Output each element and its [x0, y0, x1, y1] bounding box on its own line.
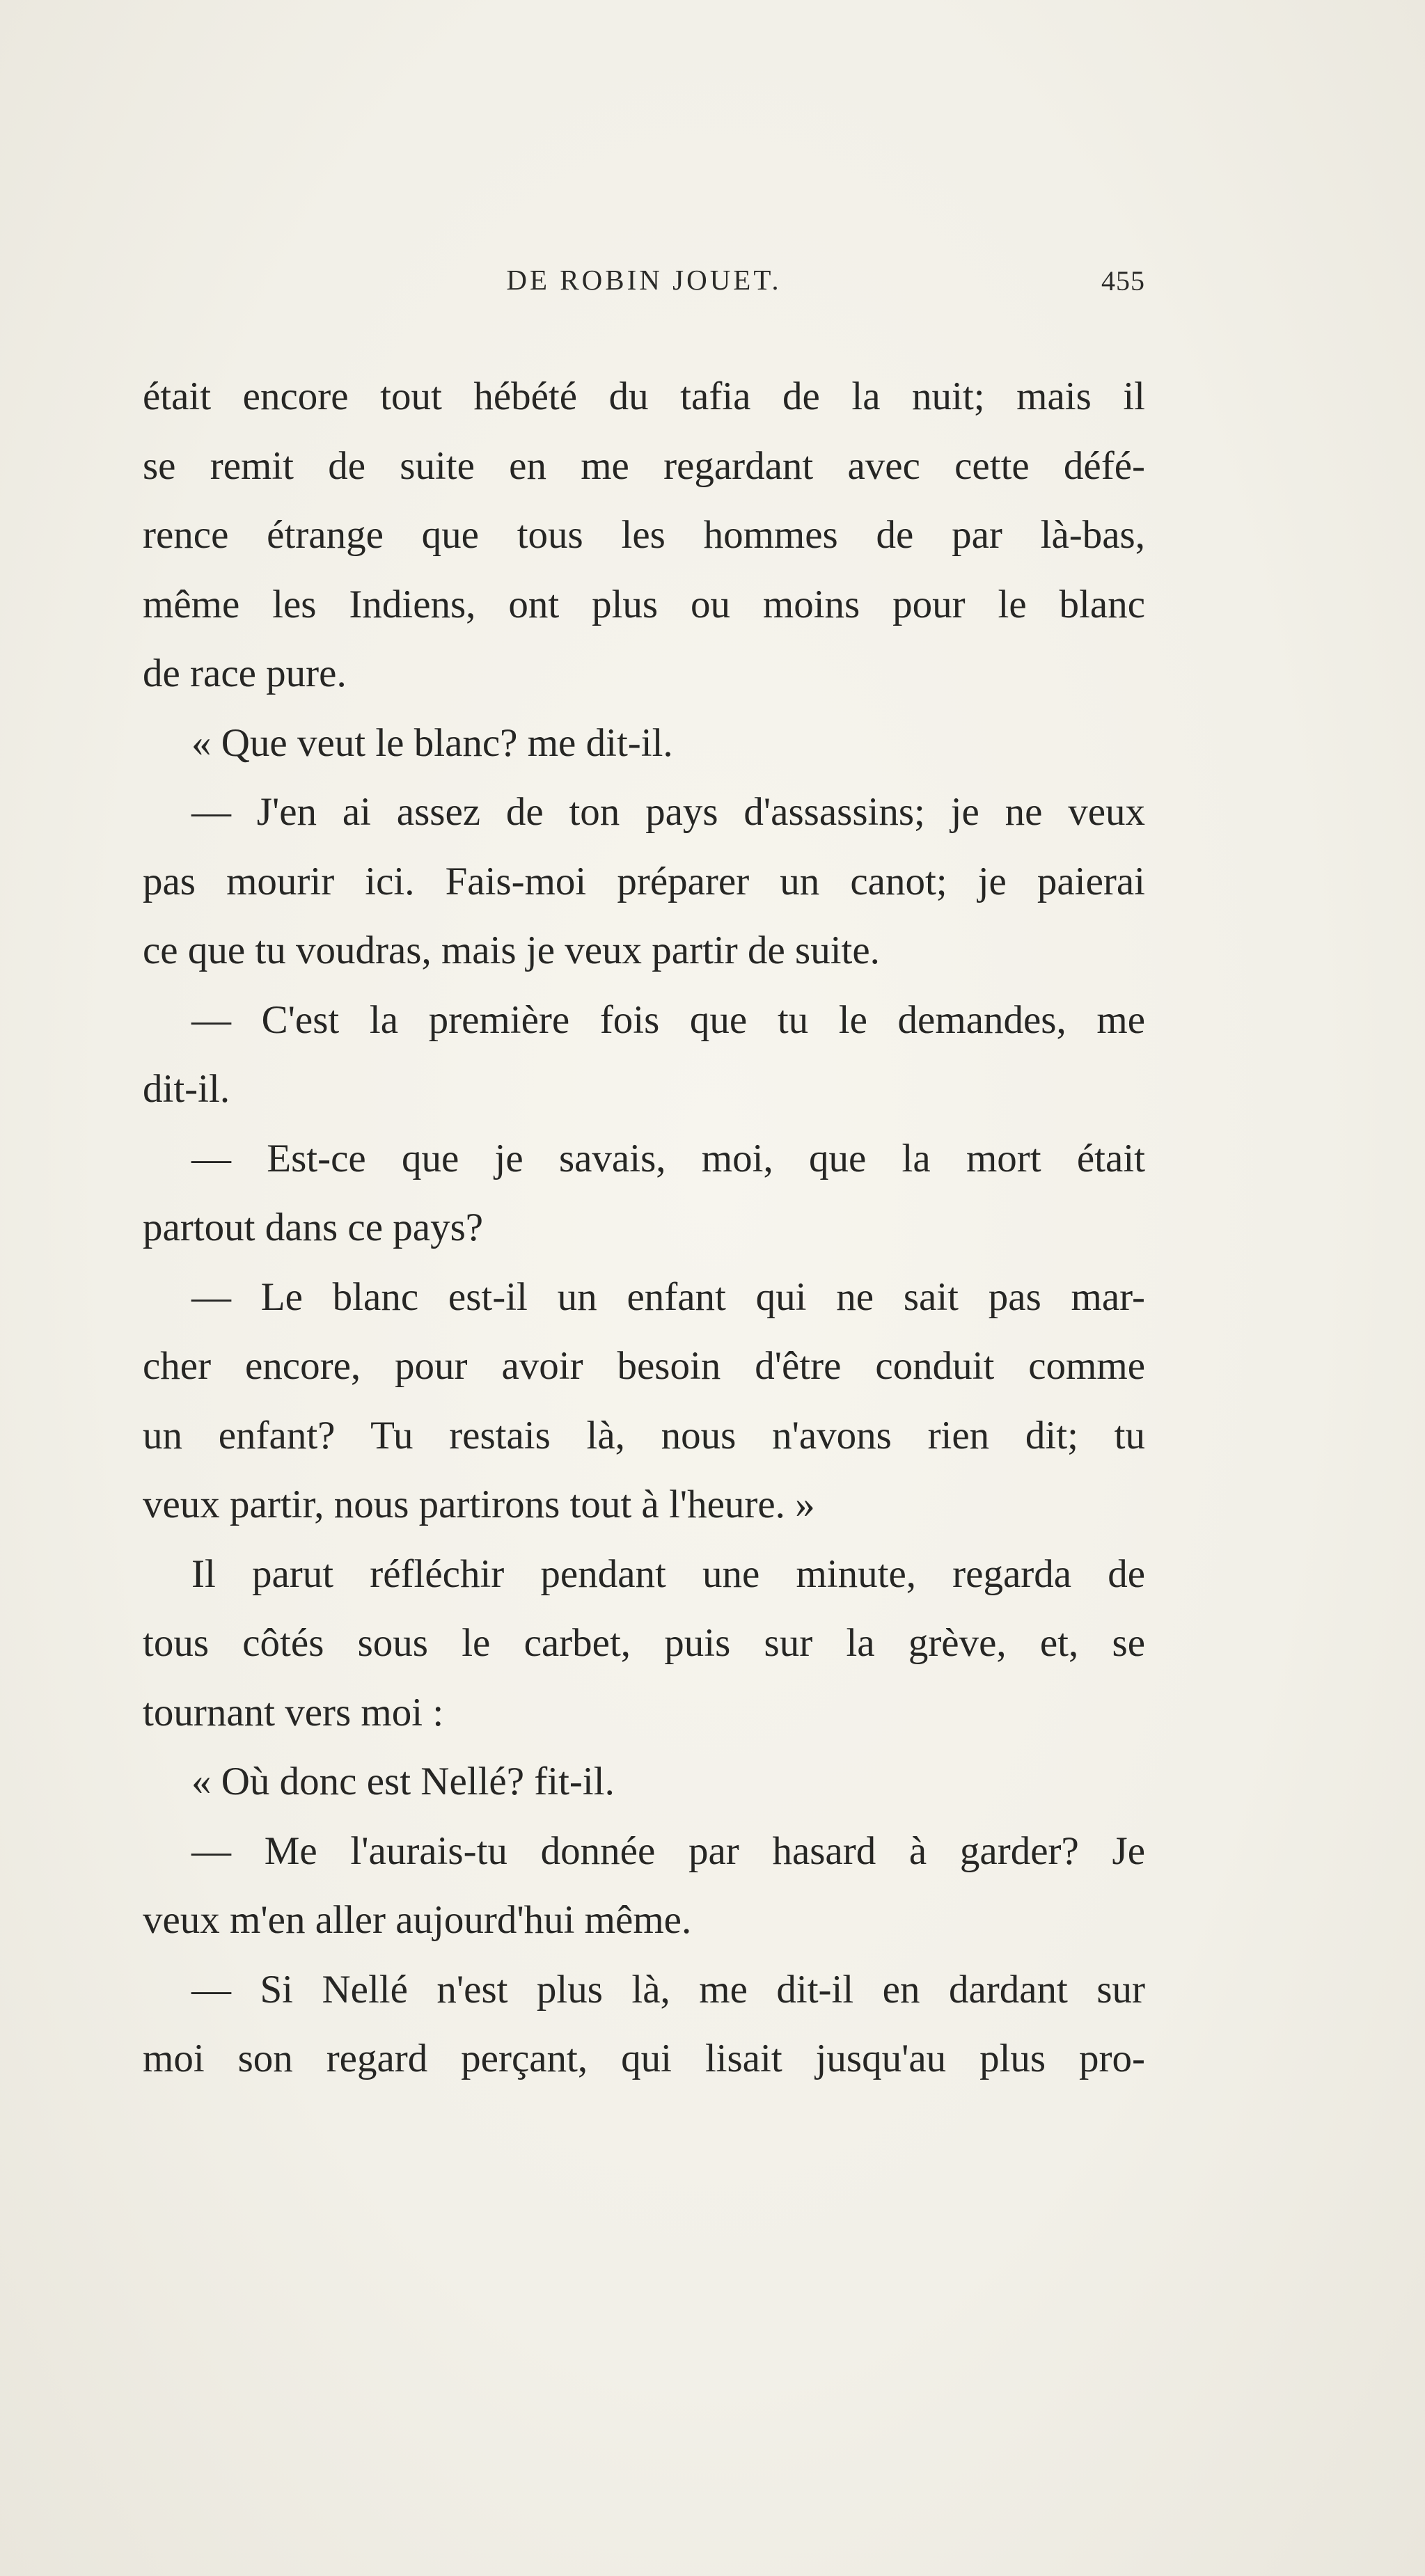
- text-line: se remit de suite en me regardant avec cette défé-: [143, 443, 1145, 488]
- text-line: veux partir, nous partirons tout à l'heure. »: [143, 1483, 815, 1526]
- text-line: cher encore, pour avoir besoin d'être conduit comme: [143, 1344, 1145, 1388]
- text-line: ce que tu voudras, mais je veux partir de suite.: [143, 929, 880, 972]
- text-line: — J'en ai assez de ton pays d'assassins; je ne veux: [191, 790, 1145, 834]
- text-line: était encore tout hébété du tafia de la nuit; mais il: [143, 374, 1145, 418]
- text-line: Il parut réfléchir pendant une minute, regarda de: [191, 1551, 1145, 1596]
- text-line: tous côtés sous le carbet, puis sur la grève, et, se: [143, 1621, 1145, 1665]
- text-line: veux m'en aller aujourd'hui même.: [143, 1898, 692, 1942]
- text-line: « Que veut le blanc? me dit-il.: [191, 720, 673, 765]
- text-line: — Le blanc est-il un enfant qui ne sait pas mar-: [191, 1274, 1145, 1319]
- text-line: même les Indiens, ont plus ou moins pour le blanc: [143, 582, 1145, 626]
- text-line: rence étrange que tous les hommes de par là-bas,: [143, 513, 1145, 557]
- body-text: [143, 362, 1145, 2094]
- text-line: — Me l'aurais-tu donnée par hasard à garder? Je: [191, 1828, 1145, 1873]
- text-line: tournant vers moi :: [143, 1690, 444, 1735]
- running-title: DE ROBIN JOUET.: [506, 264, 782, 296]
- page-number: 455: [1101, 265, 1145, 297]
- text-line: moi son regard perçant, qui lisait jusqu'au plus pro-: [143, 2037, 1145, 2080]
- text-line: un enfant? Tu restais là, nous n'avons rien dit; tu: [143, 1413, 1145, 1457]
- running-head: [143, 263, 1145, 305]
- text-line: — Est-ce que je savais, moi, que la mort était: [191, 1136, 1145, 1180]
- text-line: — Si Nellé n'est plus là, me dit-il en dardant sur: [191, 1967, 1145, 2012]
- text-line: pas mourir ici. Fais-moi préparer un canot; je paierai: [143, 859, 1145, 903]
- text-line: « Où donc est Nellé? fit-il.: [191, 1760, 615, 1803]
- text-line: de race pure.: [143, 651, 347, 695]
- text-line: partout dans ce pays?: [143, 1206, 484, 1249]
- text-line: dit-il.: [143, 1067, 230, 1111]
- text-line: — C'est la première fois que tu le demandes, me: [191, 997, 1145, 1042]
